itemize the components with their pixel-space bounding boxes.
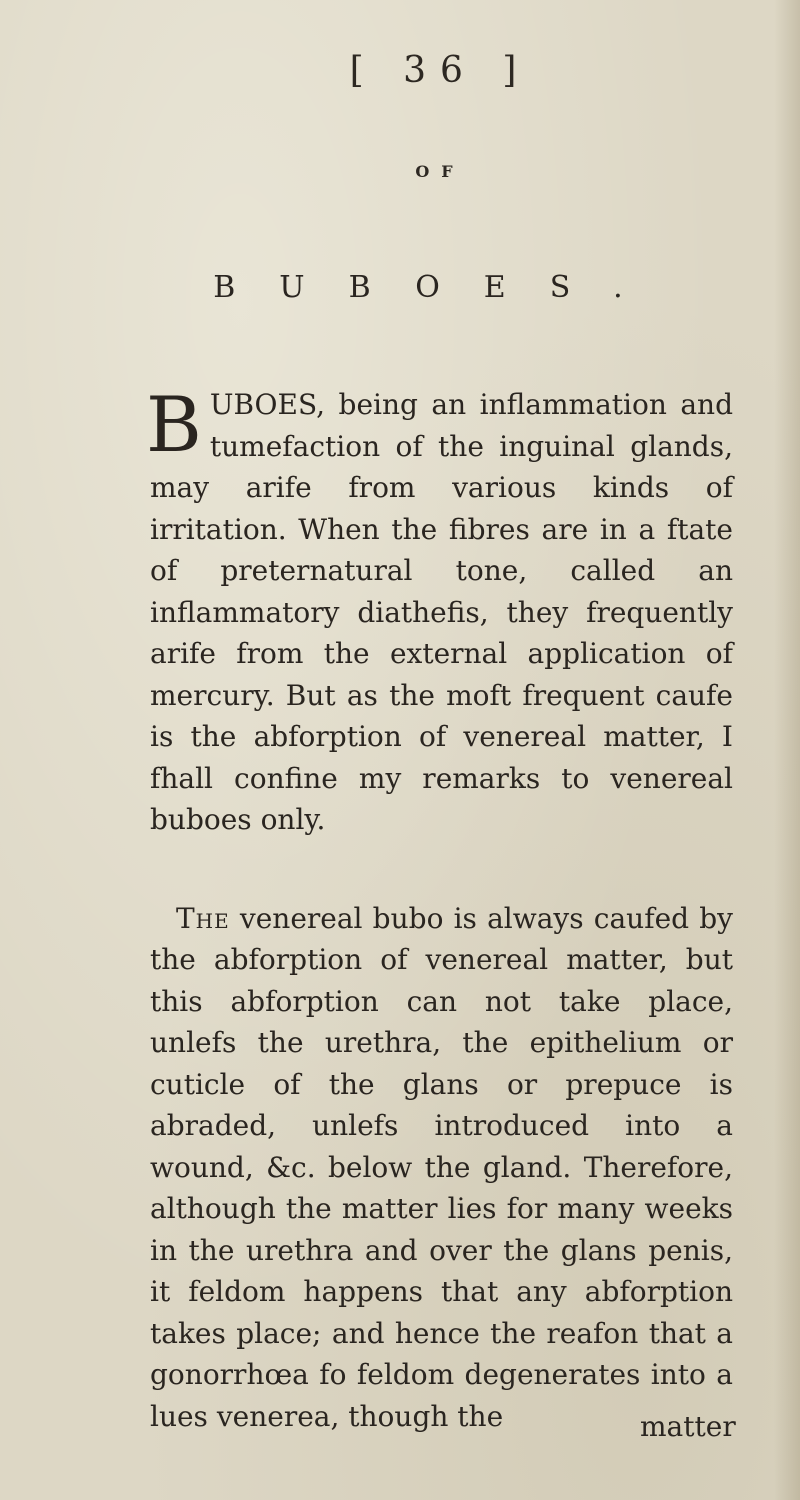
- page-edge-shadow: [774, 0, 800, 1500]
- drop-cap: B: [146, 380, 202, 469]
- paragraph-2-text: venereal bubo is always caufed by the abforption of venereal matter, but this abforption can not take place, unlefs the urethra, the epithelium or cuticle of the glans or prepuce is abraded, unlefs introduced into a wound, &c. below the gland. Therefore, although the matter lies for many weeks in the urethra and over the glans penis, it feldom happens that any abforption takes place; and hence the reafon that a gonorrhœa fo feldom degenerates into a lues venerea, though the: [150, 901, 733, 1433]
- paragraph-2-lead: The: [176, 901, 230, 935]
- section-title: BUBOES.: [213, 270, 667, 305]
- catchword: matter: [640, 1410, 736, 1443]
- paragraph-1: [146, 380, 733, 841]
- paragraph-1-text: UBOES, being an inflammation and tumefaction of the inguinal glands, may arife from various kinds of irritation. When the fibres are in a ftate of preternatural tone, called an inflammatory diathefis, they frequently arife from the external application of mercury. But as the moft frequent caufe is the abforption of venereal matter, I fhall confine my remarks to venereal buboes only.: [150, 388, 733, 836]
- paragraph-2: [150, 898, 733, 1438]
- body-text: [146, 380, 733, 1437]
- page-number: [ 36 ]: [349, 50, 531, 91]
- section-heading-prefix: OF: [415, 162, 465, 181]
